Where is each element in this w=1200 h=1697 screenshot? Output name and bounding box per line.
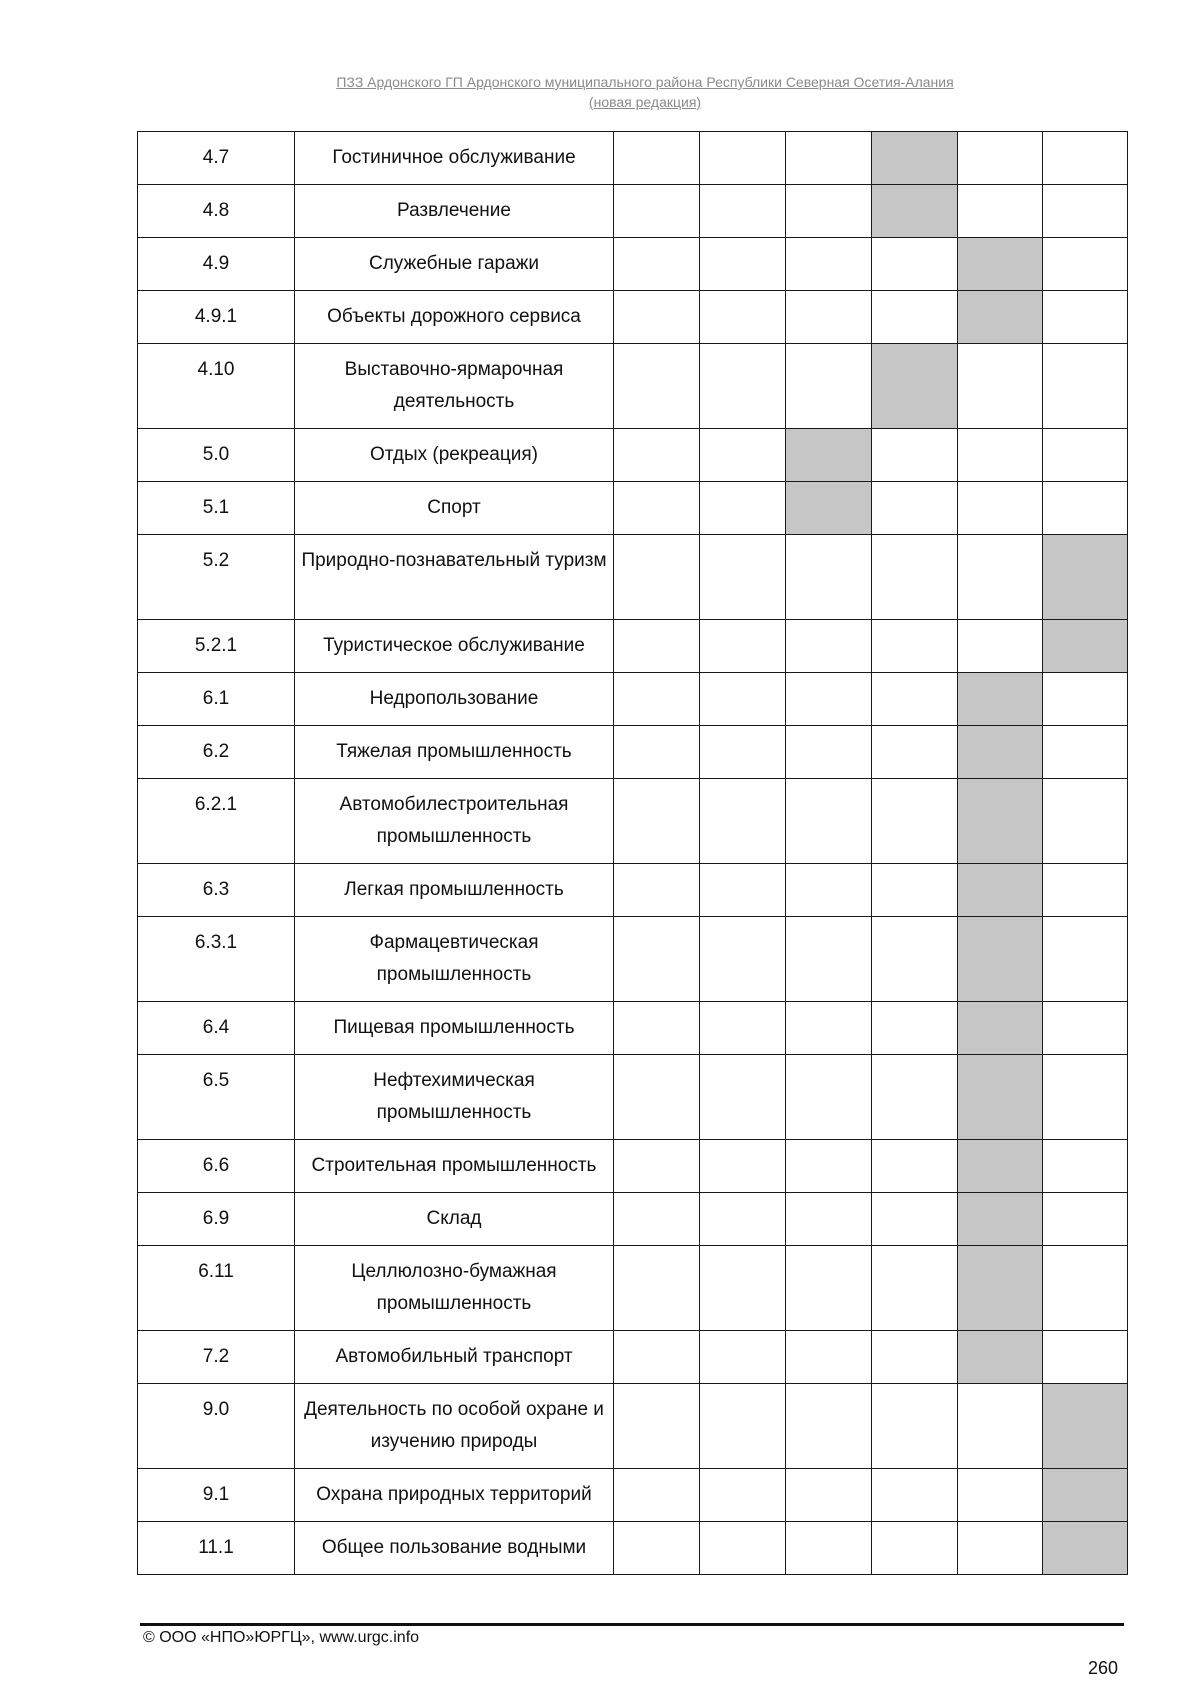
zone-mark-empty [1043, 779, 1128, 864]
zone-mark-empty [1043, 429, 1128, 482]
table-row [138, 673, 1128, 726]
zone-mark-empty [700, 1384, 786, 1469]
zone-mark-empty [700, 482, 786, 535]
zone-mark-empty [614, 917, 700, 1002]
zone-mark-empty [786, 1055, 872, 1140]
row-name: Объекты дорожного сервиса [295, 291, 614, 344]
zone-mark-filled [1043, 620, 1128, 673]
zone-mark-empty [958, 535, 1043, 620]
zone-mark-empty [614, 1331, 700, 1384]
table-row [138, 1522, 1128, 1575]
row-name: Охрана природных территорий [295, 1469, 614, 1522]
zone-mark-empty [958, 429, 1043, 482]
zone-mark-empty [700, 291, 786, 344]
zone-mark-empty [872, 1469, 958, 1522]
table-row [138, 1246, 1128, 1331]
row-code: 6.6 [138, 1140, 295, 1193]
zone-mark-empty [958, 185, 1043, 238]
row-name: Развлечение [295, 185, 614, 238]
row-name: Общее пользование водными [295, 1522, 614, 1575]
zone-mark-empty [700, 1246, 786, 1331]
zone-mark-empty [872, 482, 958, 535]
zone-mark-empty [614, 185, 700, 238]
row-code: 5.0 [138, 429, 295, 482]
zone-mark-filled [958, 1140, 1043, 1193]
row-code: 6.11 [138, 1246, 295, 1331]
zone-mark-empty [614, 535, 700, 620]
zone-mark-filled [786, 482, 872, 535]
zone-mark-filled [786, 429, 872, 482]
zone-mark-filled [958, 238, 1043, 291]
row-name: Отдых (рекреация) [295, 429, 614, 482]
zone-mark-empty [786, 1469, 872, 1522]
zone-mark-empty [872, 1140, 958, 1193]
page-header [0, 72, 1200, 112]
zone-mark-empty [1043, 864, 1128, 917]
zone-mark-empty [700, 429, 786, 482]
zone-mark-empty [786, 1140, 872, 1193]
header-title: ПЗЗ Ардонского ГП Ардонского муниципального района Республики Северная Осетия-Алания [336, 74, 954, 90]
zone-mark-empty [700, 344, 786, 429]
zone-mark-filled [958, 917, 1043, 1002]
table-row [138, 185, 1128, 238]
row-name: Пищевая промышленность [295, 1002, 614, 1055]
zone-mark-empty [614, 1055, 700, 1140]
zone-mark-empty [786, 620, 872, 673]
zone-mark-empty [1043, 1002, 1128, 1055]
row-name: Гостиничное обслуживание [295, 132, 614, 185]
zone-mark-empty [614, 1522, 700, 1575]
zone-mark-filled [872, 344, 958, 429]
table-row [138, 1140, 1128, 1193]
zone-mark-empty [1043, 291, 1128, 344]
zone-mark-empty [872, 726, 958, 779]
zone-mark-empty [872, 864, 958, 917]
table-row [138, 726, 1128, 779]
zone-mark-filled [958, 1331, 1043, 1384]
row-code: 6.9 [138, 1193, 295, 1246]
zone-mark-empty [614, 1193, 700, 1246]
zone-mark-empty [700, 779, 786, 864]
zone-mark-empty [700, 673, 786, 726]
row-name: Нефтехимическая промышленность [295, 1055, 614, 1140]
table-row [138, 344, 1128, 429]
zone-mark-empty [614, 864, 700, 917]
row-name: Легкая промышленность [295, 864, 614, 917]
zone-mark-filled [872, 132, 958, 185]
row-code: 6.2 [138, 726, 295, 779]
zone-mark-filled [872, 185, 958, 238]
table-row [138, 1331, 1128, 1384]
zone-mark-empty [614, 779, 700, 864]
zone-mark-empty [1043, 1246, 1128, 1331]
row-code: 6.1 [138, 673, 295, 726]
zone-mark-empty [1043, 132, 1128, 185]
zone-mark-filled [1043, 535, 1128, 620]
zone-mark-empty [614, 344, 700, 429]
row-code: 6.4 [138, 1002, 295, 1055]
zone-mark-empty [700, 238, 786, 291]
row-code: 4.9 [138, 238, 295, 291]
zone-mark-empty [872, 673, 958, 726]
row-name: Автомобилестроительная промышленность [295, 779, 614, 864]
zone-mark-empty [1043, 1055, 1128, 1140]
row-code: 9.0 [138, 1384, 295, 1469]
zone-mark-empty [1043, 482, 1128, 535]
zone-mark-empty [614, 620, 700, 673]
zone-mark-empty [614, 726, 700, 779]
zone-mark-empty [786, 344, 872, 429]
row-name: Фармацевтическая промышленность [295, 917, 614, 1002]
table-row [138, 1002, 1128, 1055]
table-row [138, 132, 1128, 185]
row-code: 6.5 [138, 1055, 295, 1140]
zone-mark-empty [786, 132, 872, 185]
zone-mark-empty [958, 620, 1043, 673]
row-code: 5.1 [138, 482, 295, 535]
zone-mark-empty [786, 726, 872, 779]
zone-mark-empty [1043, 344, 1128, 429]
zone-mark-filled [1043, 1384, 1128, 1469]
zone-mark-empty [872, 1384, 958, 1469]
table-row [138, 238, 1128, 291]
zone-mark-empty [786, 1384, 872, 1469]
zone-mark-filled [958, 673, 1043, 726]
zone-mark-filled [958, 1002, 1043, 1055]
zone-mark-empty [786, 779, 872, 864]
zone-mark-empty [958, 1469, 1043, 1522]
table-row [138, 1193, 1128, 1246]
zone-mark-empty [872, 917, 958, 1002]
zone-mark-filled [958, 864, 1043, 917]
zone-mark-filled [958, 1055, 1043, 1140]
row-name: Склад [295, 1193, 614, 1246]
table-row [138, 429, 1128, 482]
row-name: Деятельность по особой охране и изучению природы [295, 1384, 614, 1469]
zone-mark-empty [786, 535, 872, 620]
zone-mark-empty [786, 1193, 872, 1246]
zone-mark-empty [872, 1246, 958, 1331]
zone-mark-empty [1043, 1140, 1128, 1193]
row-code: 5.2.1 [138, 620, 295, 673]
zone-mark-empty [700, 1331, 786, 1384]
row-code: 6.2.1 [138, 779, 295, 864]
zone-mark-empty [614, 673, 700, 726]
table-row [138, 535, 1128, 620]
table-row [138, 1384, 1128, 1469]
zone-mark-empty [786, 238, 872, 291]
zone-mark-empty [1043, 673, 1128, 726]
zone-mark-empty [700, 864, 786, 917]
zone-mark-empty [786, 1331, 872, 1384]
zone-mark-empty [700, 185, 786, 238]
zone-mark-empty [700, 1055, 786, 1140]
row-name: Строительная промышленность [295, 1140, 614, 1193]
zone-mark-empty [700, 726, 786, 779]
zone-mark-empty [614, 1246, 700, 1331]
zone-mark-empty [786, 291, 872, 344]
row-code: 7.2 [138, 1331, 295, 1384]
zone-mark-empty [958, 132, 1043, 185]
table-row [138, 620, 1128, 673]
row-name: Служебные гаражи [295, 238, 614, 291]
row-code: 4.7 [138, 132, 295, 185]
zone-mark-empty [614, 1140, 700, 1193]
zone-mark-empty [700, 535, 786, 620]
zone-mark-empty [872, 291, 958, 344]
page-number: 260 [1088, 1658, 1119, 1678]
row-name: Целлюлозно-бумажная промышленность [295, 1246, 614, 1331]
zone-mark-empty [872, 620, 958, 673]
zone-mark-filled [958, 779, 1043, 864]
zone-mark-empty [700, 132, 786, 185]
zone-mark-empty [1043, 1193, 1128, 1246]
zone-mark-empty [872, 1193, 958, 1246]
zone-mark-empty [1043, 185, 1128, 238]
zone-mark-empty [958, 1522, 1043, 1575]
row-name: Природно-познавательный туризм [295, 535, 614, 620]
row-code: 6.3 [138, 864, 295, 917]
zone-mark-empty [786, 673, 872, 726]
zone-mark-empty [614, 1384, 700, 1469]
zone-mark-empty [872, 535, 958, 620]
zoning-table [137, 131, 1128, 1575]
zone-mark-empty [614, 238, 700, 291]
zone-mark-empty [700, 1002, 786, 1055]
zone-mark-empty [700, 1193, 786, 1246]
row-name: Недропользование [295, 673, 614, 726]
zone-mark-empty [700, 620, 786, 673]
zone-mark-empty [1043, 726, 1128, 779]
zone-mark-empty [700, 1522, 786, 1575]
zone-mark-empty [700, 1469, 786, 1522]
zone-mark-empty [786, 185, 872, 238]
zone-mark-empty [786, 1522, 872, 1575]
row-name: Автомобильный транспорт [295, 1331, 614, 1384]
zone-mark-empty [614, 1469, 700, 1522]
zone-mark-empty [958, 1384, 1043, 1469]
zone-mark-empty [1043, 1331, 1128, 1384]
zone-mark-empty [614, 132, 700, 185]
zone-mark-filled [958, 291, 1043, 344]
zone-mark-empty [700, 1140, 786, 1193]
row-name: Выставочно-ярмарочная деятельность [295, 344, 614, 429]
row-code: 6.3.1 [138, 917, 295, 1002]
row-code: 11.1 [138, 1522, 295, 1575]
zone-mark-empty [872, 1331, 958, 1384]
zone-mark-filled [1043, 1522, 1128, 1575]
zone-mark-empty [958, 344, 1043, 429]
zone-mark-filled [958, 1193, 1043, 1246]
table-row [138, 1055, 1128, 1140]
table-row [138, 1469, 1128, 1522]
row-code: 4.9.1 [138, 291, 295, 344]
row-name: Туристическое обслуживание [295, 620, 614, 673]
table-row [138, 917, 1128, 1002]
zone-mark-empty [872, 1055, 958, 1140]
zone-mark-empty [786, 917, 872, 1002]
zone-mark-empty [872, 779, 958, 864]
table-row [138, 779, 1128, 864]
zone-mark-empty [786, 1002, 872, 1055]
zone-mark-filled [958, 726, 1043, 779]
zone-mark-empty [872, 1522, 958, 1575]
row-code: 9.1 [138, 1469, 295, 1522]
table-row [138, 482, 1128, 535]
zone-mark-empty [872, 1002, 958, 1055]
zone-mark-filled [958, 1246, 1043, 1331]
row-code: 5.2 [138, 535, 295, 620]
footer-copyright: © ООО «НПО»ЮРГЦ», www.urgc.info [143, 1629, 420, 1646]
zone-mark-empty [1043, 917, 1128, 1002]
zone-mark-empty [1043, 238, 1128, 291]
zone-mark-empty [786, 864, 872, 917]
zone-mark-empty [786, 1246, 872, 1331]
row-name: Тяжелая промышленность [295, 726, 614, 779]
zone-mark-empty [872, 429, 958, 482]
table-row [138, 291, 1128, 344]
zone-mark-empty [614, 482, 700, 535]
zone-mark-empty [958, 482, 1043, 535]
zone-mark-empty [614, 429, 700, 482]
header-subtitle: (новая редакция) [588, 94, 702, 110]
zone-mark-empty [872, 238, 958, 291]
table-row [138, 864, 1128, 917]
zone-mark-empty [614, 1002, 700, 1055]
table-body [138, 132, 1128, 1575]
row-code: 4.8 [138, 185, 295, 238]
row-name: Спорт [295, 482, 614, 535]
row-code: 4.10 [138, 344, 295, 429]
footer-divider [140, 1623, 1124, 1626]
zone-mark-filled [1043, 1469, 1128, 1522]
zone-mark-empty [614, 291, 700, 344]
zone-mark-empty [700, 917, 786, 1002]
